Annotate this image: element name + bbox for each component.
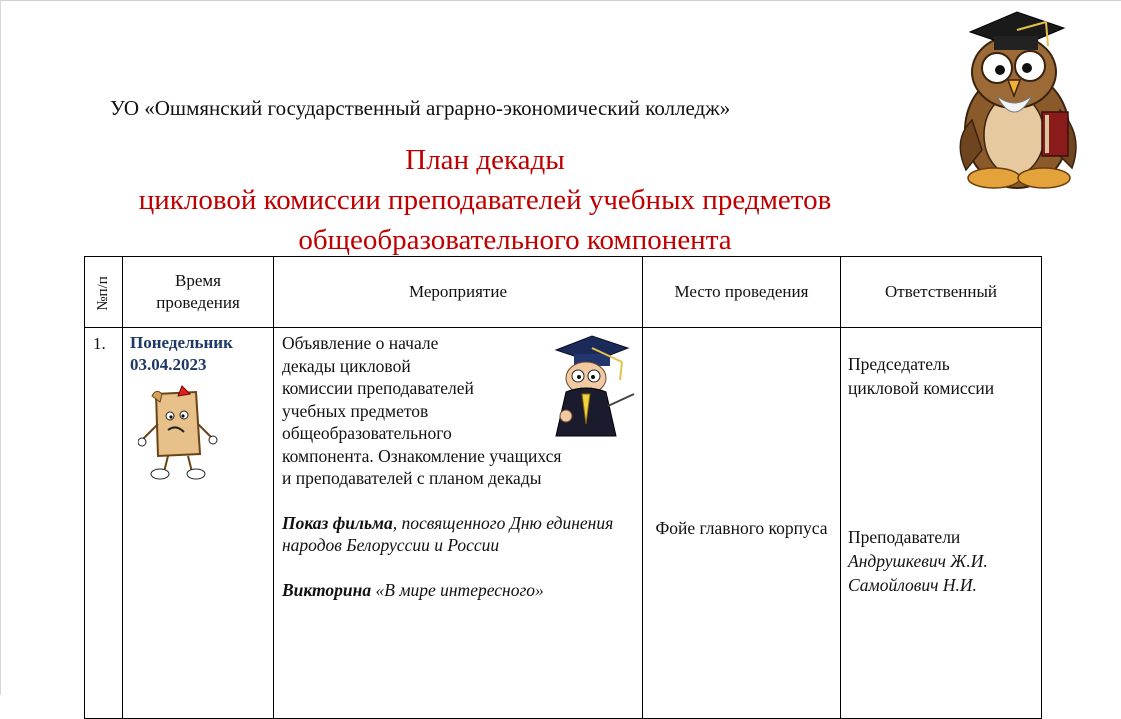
organization-name: УО «Ошмянский государственный аграрно-экономический колледж» xyxy=(110,96,731,120)
header-responsible: Ответственный xyxy=(841,257,1042,328)
event-line-1: Объявление о начале xyxy=(282,333,439,353)
row-number: 1. xyxy=(85,328,123,719)
day-name: Понедельник xyxy=(130,333,233,352)
page-title xyxy=(40,140,930,260)
responsible-1-line-1: Председатель xyxy=(848,354,950,374)
event-line-6: компонента. Ознакомление учащихся xyxy=(282,445,562,466)
responsible-2-name-1: Андрушкевич Ж.И. xyxy=(848,551,988,571)
place-text: Фойе главного корпуса xyxy=(655,518,828,538)
professor-illustration xyxy=(536,332,636,444)
event-line-3: комиссии преподавателей xyxy=(282,378,474,398)
quiz-description: «В мире интересного» xyxy=(371,579,544,600)
scroll-character-illustration xyxy=(138,384,218,482)
header-place: Место проведения xyxy=(643,257,841,328)
film-item xyxy=(282,512,636,557)
film-description: , посвященного Дню единения народов Белоруссии и России xyxy=(282,512,614,555)
table-header-row xyxy=(85,257,1042,328)
title-line-1: План декады xyxy=(405,144,565,176)
owl-professor-illustration xyxy=(942,0,1092,195)
row-responsible xyxy=(841,328,1042,719)
responsible-1-line-2: цикловой комиссии xyxy=(848,378,995,398)
row-event xyxy=(274,328,643,719)
event-line-7: и преподавателей с планом декады xyxy=(282,468,542,488)
title-line-3: общеобразовательного компонента xyxy=(298,224,732,256)
header-event: Мероприятие xyxy=(274,257,643,328)
title-line-2: цикловой комиссии преподавателей учебных предметов xyxy=(138,184,832,216)
quiz-label: Викторина xyxy=(282,579,372,600)
text-cursor xyxy=(1041,326,1042,343)
responsible-2-name-2: Самойлович Н.И. xyxy=(848,575,977,595)
plan-table xyxy=(84,256,1042,719)
event-date: 03.04.2023 xyxy=(130,355,207,374)
event-line-4: учебных предметов xyxy=(282,400,429,421)
table-row xyxy=(85,328,1042,719)
responsible-2-title: Преподаватели xyxy=(848,527,961,547)
film-label: Показ фильма xyxy=(282,512,393,533)
event-line-5: общеобразовательного xyxy=(282,423,452,443)
event-line-2: декады цикловой xyxy=(282,355,411,376)
row-place xyxy=(643,328,841,719)
header-time: Время проведения xyxy=(123,257,274,328)
header-number: №п/п xyxy=(85,257,123,328)
page-left-border xyxy=(0,0,1,695)
quiz-item xyxy=(282,579,636,602)
row-time xyxy=(123,328,274,719)
